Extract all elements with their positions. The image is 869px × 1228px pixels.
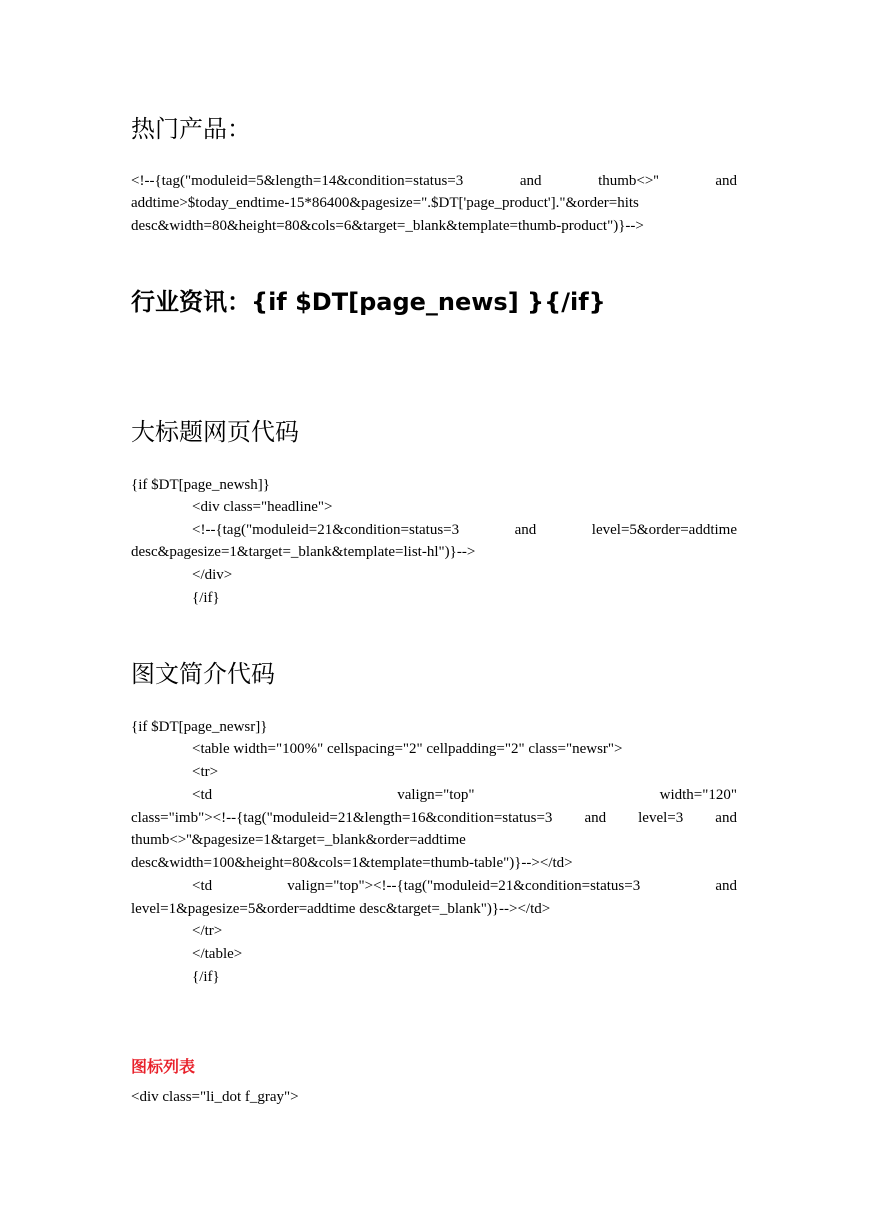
image-text-code-line-7: desc&width=100&height=80&cols=1&template=thumb-table")}--></td> [131,855,573,871]
code-token: and [715,810,737,826]
code-token: <td [192,878,213,894]
image-text-code-line-4 [192,784,737,806]
code-token: valign="top" [397,787,475,803]
code-token: and [584,810,607,826]
headline-code-line-5: </div> [192,567,233,583]
image-text-code-line-8 [192,875,737,897]
image-text-code-line-3: <tr> [192,764,219,780]
image-text-code-line-9: level=1&pagesize=5&order=addtime desc&target=_blank")}--></td> [131,901,551,917]
code-token: <!--{tag("moduleid=5&length=14&condition=status=3 [131,173,464,189]
industry-news-heading: 行业资讯：{if $DT[page_news] }{/if} [131,288,606,316]
code-token: level=5&order=addtime [591,522,737,538]
headline-code-line-4: desc&pagesize=1&target=_blank&template=list-hl")}--> [131,544,476,560]
hot-products-heading: 热门产品： [131,115,251,143]
image-text-code-line-10: </tr> [192,923,223,939]
image-text-code-line-2: <table width="100%" cellspacing="2" cellpadding="2" class="newsr"> [192,741,623,757]
code-token: and [715,173,737,189]
code-token: valign="top"><!--{tag("moduleid=21&condition=status=3 [287,878,641,894]
image-text-code-line-6: thumb<>''&pagesize=1&target=_blank&order=addtime [131,832,466,848]
image-text-code-line-1: {if $DT[page_newsr]} [131,719,268,735]
code-token: <td [192,787,213,803]
headline-code-line-3 [192,519,737,541]
code-token: width="120" [659,787,737,803]
image-text-code-line-5 [131,807,737,829]
code-token: <!--{tag("moduleid=21&condition=status=3 [192,522,460,538]
icon-list-heading: 图标列表 [131,1057,196,1076]
image-text-code-line-12: {/if} [192,969,220,985]
headline-heading: 大标题网页代码 [131,418,299,446]
code-token: and [519,173,542,189]
image-text-code-line-11: </table> [192,946,243,962]
code-token: and [715,878,737,894]
headline-code-line-6: {/if} [192,590,220,606]
hot-products-code-line-1 [131,170,737,192]
hot-products-code-line-3: desc&width=80&height=80&cols=6&target=_blank&template=thumb-product")}--> [131,218,644,234]
code-token: class="imb"><!--{tag("moduleid=21&length=16&condition=status=3 [131,810,553,826]
code-token: thumb<>'' [598,173,659,189]
headline-code-line-2: <div class="headline"> [192,499,333,515]
hot-products-code-line-2: addtime>$today_endtime-15*86400&pagesize=".$DT['page_product']."&order=hits [131,195,639,211]
code-token: and [514,522,537,538]
headline-code-line-1: {if $DT[page_newsh]} [131,477,270,493]
icon-list-code-line-1: <div class="li_dot f_gray"> [131,1089,299,1105]
image-text-heading: 图文简介代码 [131,660,275,688]
code-token: level=3 [638,810,684,826]
